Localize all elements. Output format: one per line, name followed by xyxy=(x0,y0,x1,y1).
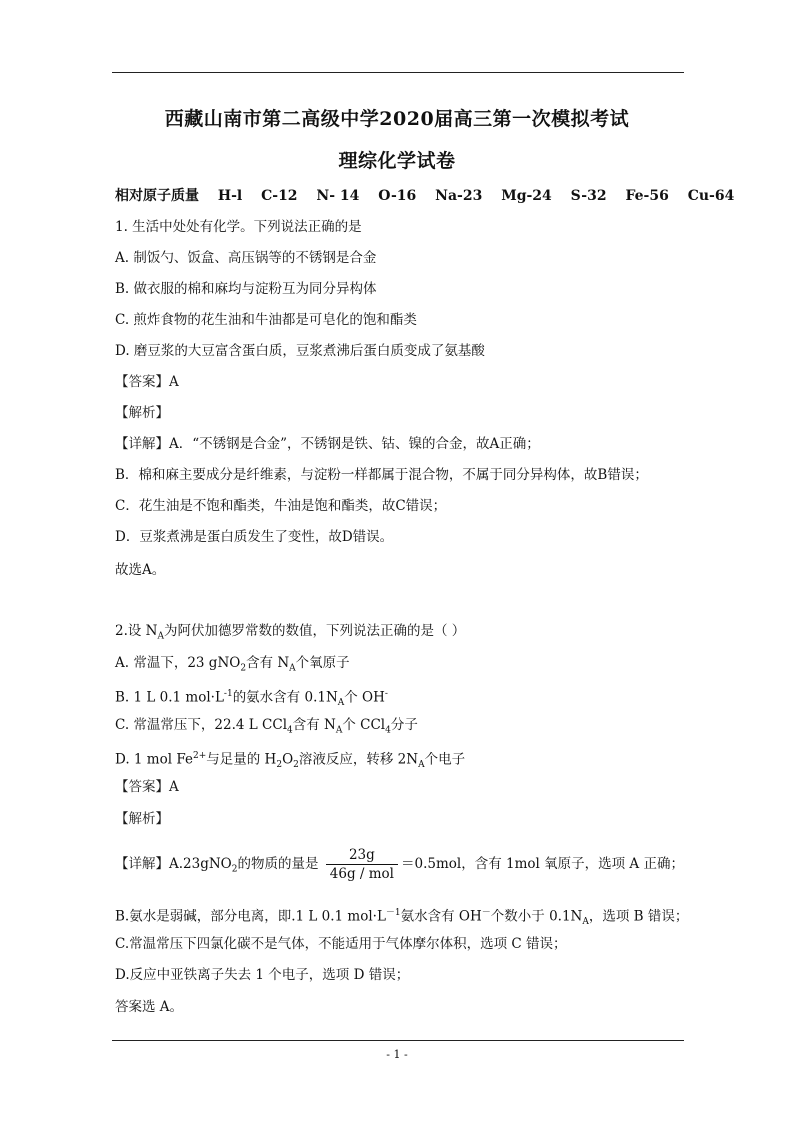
q1-detail-d: D．豆浆煮沸是蛋白质发生了变性，故D错误。 xyxy=(115,529,394,545)
q2-analysis-label: 【解析】 xyxy=(115,811,169,827)
q2-option-d: D. 1 mol $Fe^{2+}$与足量的 $H_2O_2$溶液反应，转移 $2N_A$个电子 xyxy=(115,751,466,771)
q1-detail-b: B．棉和麻主要成分是纤维素，与淀粉一样都属于混合物，不属于同分异构体，故B错误； xyxy=(115,467,648,483)
q2-option-b: B. 1 L 0.1 $mol\cdot L^{-1}$的氨水含有 $0.1N_A$个 OH- xyxy=(115,689,388,709)
q1-stem: 1. 生活中处处有化学。下列说法正确的是 xyxy=(115,219,362,235)
q1-analysis-label: 【解析】 xyxy=(115,405,169,421)
footer-rule xyxy=(112,1040,684,1041)
atomic-masses xyxy=(115,185,748,205)
q1-conclusion: 故选A。 xyxy=(115,562,166,578)
molar-fraction: $\frac{23g}{\text{46g / mol}}$ xyxy=(326,846,398,883)
q1-option-b: B. 做衣服的棉和麻均与淀粉互为同分异构体 xyxy=(115,281,377,297)
page-title: 西藏山南市第二高级中学2020届高三第一次模拟考试 xyxy=(164,108,630,130)
q2-answer: 【答案】A xyxy=(115,779,179,795)
atomic-masses-label: 相对原子质量 xyxy=(115,188,199,204)
q1-detail-c: C．花生油是不饱和酯类，牛油是饱和酯类，故C错误； xyxy=(115,498,447,514)
atomic-mass-item: Na-23 xyxy=(435,188,483,204)
atomic-mass-item: Cu-64 xyxy=(687,188,735,204)
q1-answer: 【答案】A xyxy=(115,374,179,390)
q2-stem: 2.设 $N_A$为阿伏加德罗常数的数值，下列说法正确的是（ ） xyxy=(115,623,466,642)
q2-option-c: C. 常温常压下，22.4 L CCl$_4$含有 $N_A$个 CCl$_4$分子 xyxy=(115,717,418,736)
atomic-mass-item: Fe-56 xyxy=(625,188,669,204)
page-number: - 1 - xyxy=(386,1048,408,1061)
q2-detail-d: D.反应中亚铁离子失去 1 个电子，选项 D 错误； xyxy=(115,967,410,983)
q1-detail-a: 【详解】A．“不锈钢是合金”，不锈钢是铁、钴、镍的合金，故A正确； xyxy=(115,436,540,452)
q2-detail-a: 【详解】A.23gNO$_2$的物质的量是 $\frac{23g}{\text{46g / mol}}$ ＝0.5mol，含有 1mol 氧原子，选项 A 正确； xyxy=(115,847,684,882)
atomic-mass-item: H-l xyxy=(217,188,243,204)
q1-option-d: D. 磨豆浆的大豆富含蛋白质，豆浆煮沸后蛋白质变成了氨基酸 xyxy=(115,343,485,359)
q2-conclusion: 答案选 A。 xyxy=(115,999,184,1015)
header-rule xyxy=(112,72,684,73)
atomic-mass-item: S-32 xyxy=(570,188,607,204)
q2-detail-c: C.常温常压下四氯化碳不是气体，不能适用于气体摩尔体积，选项 C 错误； xyxy=(115,936,567,952)
q1-option-c: C. 煎炸食物的花生油和牛油都是可皂化的饱和酯类 xyxy=(115,312,417,328)
atomic-mass-item: C-12 xyxy=(261,188,298,204)
page-subtitle: 理综化学试卷 xyxy=(338,150,456,172)
q2-detail-b: B.氨水是弱碱，部分电离，即.1 L 0.1 $mol\cdot L^{-1}$氨水含有 OH－个数小于 $0.1N_A$，选项 B 错误； xyxy=(115,908,689,928)
atomic-mass-item: N- 14 xyxy=(316,188,360,204)
q1-option-a: A. 制饭勺、饭盒、高压锅等的不锈钢是合金 xyxy=(115,250,377,266)
q2-option-a: A. 常温下，23 gNO$_2$含有 $N_A$个氧原子 xyxy=(115,655,350,674)
atomic-mass-item: O-16 xyxy=(378,188,417,204)
atomic-mass-item: Mg-24 xyxy=(501,188,552,204)
